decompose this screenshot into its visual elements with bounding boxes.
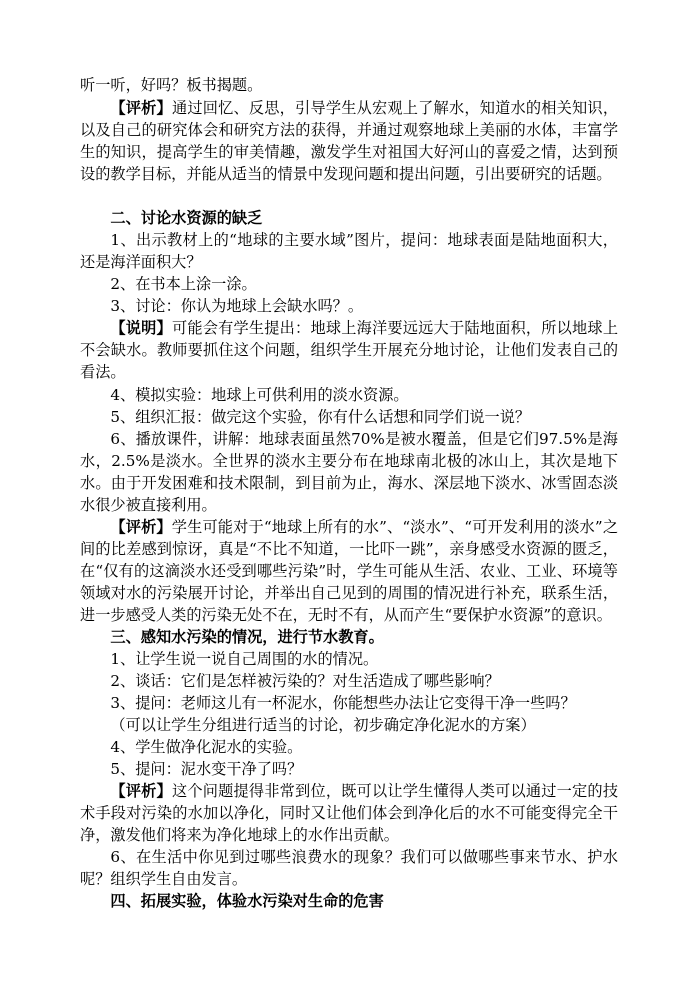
step-item (80, 229, 618, 273)
step-item (80, 736, 618, 758)
step-item (80, 384, 618, 406)
paragraph-text: 听一听，好吗？板书揭题。 (80, 76, 263, 94)
heading-text: 三、感知水污染的情况，进行节水教育。 (110, 628, 384, 646)
paragraph-text: 这个问题提得非常到位，既可以让学生懂得人类可以通过一定的技术手段对污染的水加以净化，同时又让他们体会到净化后的水不可能变得完全干净，激发他们将来为净化地球上的水作出贡献。 (80, 782, 619, 845)
step-item (80, 758, 618, 780)
paragraph-note (80, 317, 618, 383)
paragraph-text: 学生可能对于“地球上所有的水”、“淡水”、“可开发利用的淡水”之间的比差感到惊讶，真是“不比不知道，一比吓一跳”，亲身感受水资源的匮乏，在“仅有的这滴淡水还受到哪些污染”时，学生可能从生活、农业、工业、环境等领域对水的污染展开讨论，并举出自己见到的周围的情况进行补充，联系生活，进一步感受人类的污染无处不在，无时不有，从而产生“要保护水资源”的意识。 (80, 518, 619, 625)
paragraph-text: 2、谈话：它们是怎样被污染的？对生活造成了哪些影响？ (110, 672, 500, 690)
paragraph-comment-2 (80, 516, 618, 626)
section-heading-4 (80, 890, 618, 912)
step-item (80, 670, 618, 692)
paragraph-text: （可以让学生分组进行适当的讨论，初步确定净化泥水的方案） (110, 716, 536, 734)
heading-text: 二、讨论水资源的缺乏 (110, 209, 263, 227)
paragraph-text: 3、讨论：你认为地球上会缺水吗？。 (110, 297, 364, 315)
paragraph-comment-1 (80, 97, 618, 185)
note-tag: 【说明】 (110, 319, 172, 337)
step-item (80, 273, 618, 295)
comment-tag: 【评析】 (110, 782, 172, 800)
paragraph-text: 3、提问：老师这儿有一杯泥水，你能想些办法让它变得干净一些吗？ (110, 694, 576, 712)
paragraph-text: 4、学生做净化泥水的实验。 (110, 738, 303, 756)
paragraph-text: 1、出示教材上的“地球的主要水域”图片，提问：地球表面是陆地面积大，还是海洋面积大？ (80, 231, 618, 272)
paragraph-parenthetical (80, 714, 618, 736)
paragraph-text: 4、模拟实验：地球上可供利用的淡水资源。 (110, 386, 409, 404)
paragraph-comment-3 (80, 780, 618, 846)
step-item (80, 428, 618, 516)
paragraph-text: 2、在书本上涂一涂。 (110, 275, 257, 293)
comment-tag: 【评析】 (110, 518, 172, 536)
paragraph-text: 可能会有学生提出：地球上海洋要远远大于陆地面积，所以地球上不会缺水。教师要抓住这个问题，组织学生开展充分地讨论，让他们发表自己的看法。 (80, 319, 619, 382)
step-item (80, 692, 618, 714)
step-item (80, 295, 618, 317)
step-item (80, 648, 618, 670)
paragraph-text: 通过回忆、反思，引导学生从宏观上了解水，知道水的相关知识，以及自己的研究体会和研究方法的获得，并通过观察地球上美丽的水体，丰富学生的知识，提高学生的审美情趣，激发学生对祖国大好河山的喜爱之情，达到预设的教学目标，并能从适当的情景中发现问题和提出问题，引出要研究的话题。 (80, 99, 619, 184)
paragraph-text: 5、提问：泥水变干净了吗？ (110, 760, 303, 778)
section-heading-3 (80, 626, 618, 648)
comment-tag: 【评析】 (110, 99, 172, 117)
paragraph-text: 1、让学生说一说自己周围的水的情况。 (110, 650, 379, 668)
heading-text: 四、拓展实验，体验水污染对生命的危害 (110, 892, 384, 910)
paragraph-text: 6、在生活中你见到过哪些浪费水的现象？我们可以做哪些事来节水、护水呢？组织学生自由发言。 (80, 848, 618, 889)
step-item (80, 406, 618, 428)
paragraph-text: 6、播放课件，讲解：地球表面虽然70%是被水覆盖，但是它们97.5%是海水，2.5%是淡水。全世界的淡水主要分布在地球南北极的冰山上，其次是地下水。由于开发困难和技术限制，到目前为止，海水、深层地下淡水、冰雪固态淡水很少被直接利用。 (80, 430, 618, 515)
section-heading-2 (80, 207, 618, 229)
paragraph-intro-end (80, 74, 618, 96)
paragraph-text: 5、组织汇报：做完这个实验，你有什么话想和同学们说一说？ (110, 408, 531, 426)
step-item (80, 846, 618, 890)
